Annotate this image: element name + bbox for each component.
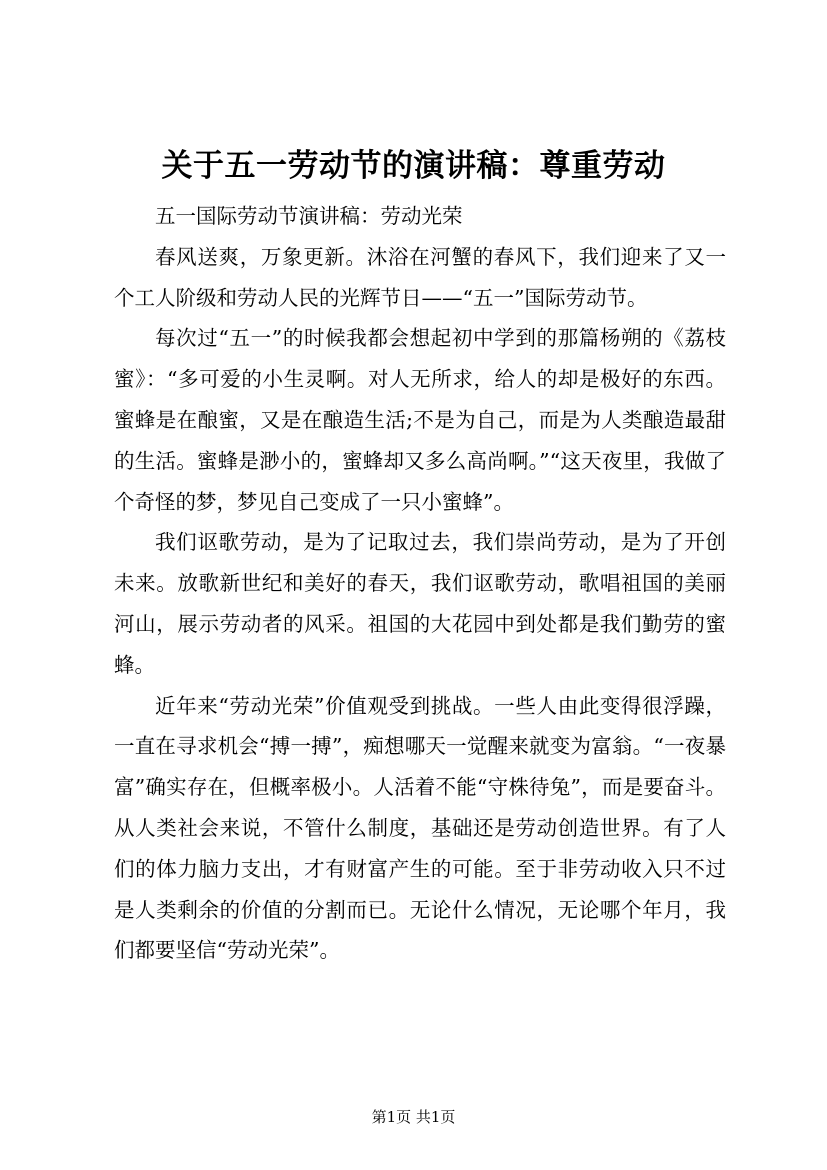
paragraph: 近年来“劳动光荣”价值观受到挑战。一些人由此变得很浮躁，一直在寻求机会“搏一搏”，痴想哪天一觉醒来就变为富翁。“一夜暴富”确实存在，但概率极小。人活着不能“守株待兔”，而是要奋斗。从人类社会来说，不管什么制度，基础还是劳动创造世界。有了人们的体力脑力支出，才有财富产生的可能。至于非劳动收入只不过是人类剩余的价值的分割而已。无论什么情况，无论哪个年月，我们都要坚信“劳动光荣”。	[114, 693, 726, 963]
page-footer: 第1页 共1页	[371, 1108, 456, 1126]
paragraph: 每次过“五一”的时候我都会想起初中学到的那篇杨朔的《荔枝蜜》：“多可爱的小生灵啊。对人无所求，给人的却是极好的东西。蜜蜂是在酿蜜，又是在酿造生活;不是为自己，而是为人类酿造最甜的生活。蜜蜂是渺小的，蜜蜂却又多么高尚啊。”“这天夜里，我做了个奇怪的梦，梦见自己变成了一只小蜜蜂”。	[114, 326, 726, 514]
document-title: 关于五一劳动节的演讲稿：尊重劳动	[161, 148, 666, 184]
document-body	[114, 196, 726, 971]
paragraph: 我们讴歌劳动，是为了记取过去，我们崇尚劳动，是为了开创未来。放歌新世纪和美好的春天，我们讴歌劳动，歌唱祖国的美丽河山，展示劳动者的风采。祖国的大花园中到处都是我们勤劳的蜜蜂。	[114, 530, 726, 677]
paragraph: 春风送爽，万象更新。沐浴在河蟹的春风下，我们迎来了又一个工人阶级和劳动人民的光辉节日——“五一”国际劳动节。	[114, 244, 726, 310]
document-subtitle: 五一国际劳动节演讲稿：劳动光荣	[155, 204, 463, 228]
